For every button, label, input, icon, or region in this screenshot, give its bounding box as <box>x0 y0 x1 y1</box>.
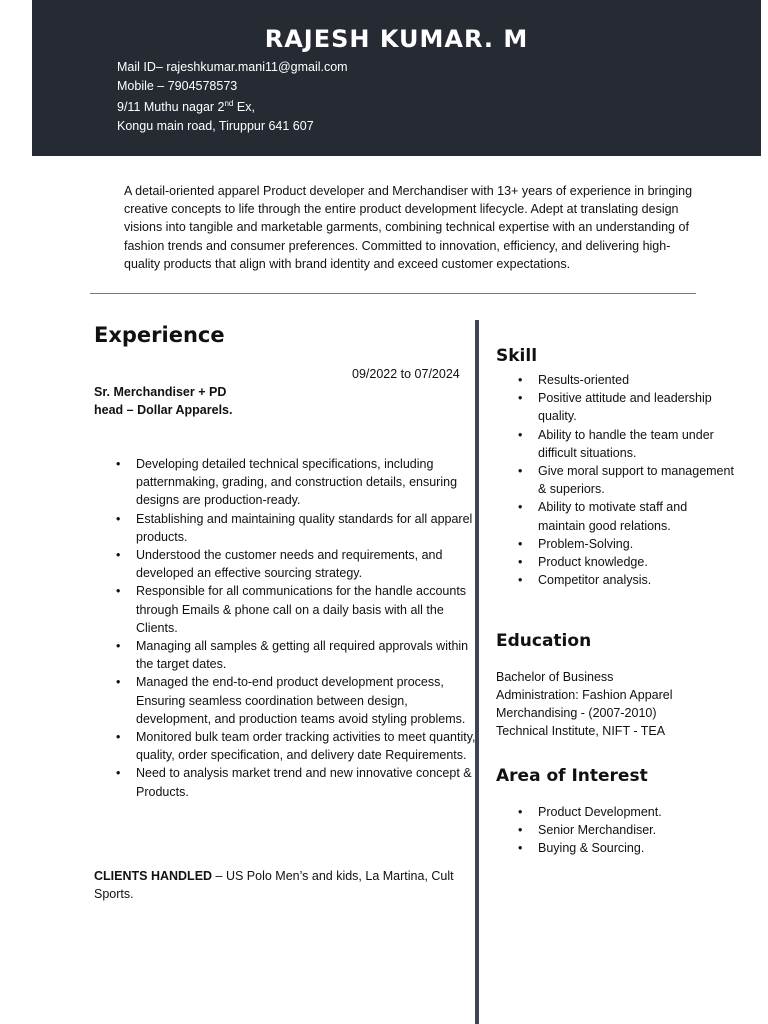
list-item: • Developing detailed technical specifications, including patternmaking, grading, and construction details, ensuring designs are production-ready. <box>94 455 479 510</box>
header-banner <box>32 0 761 156</box>
experience-column <box>94 323 476 902</box>
list-item: • Monitored bulk team order tracking activities to meet quantity, quality, order specification, and delivery date Requirements. <box>94 728 479 764</box>
list-item: • Ability to motivate staff and maintain good relations. <box>496 498 736 534</box>
interest-list <box>496 803 736 858</box>
list-item: • Responsible for all communications for the handle accounts through Emails & phone call on a daily basis with all the Clients. <box>94 582 479 637</box>
address-line-2: Kongu main road, Tiruppur 641 607 <box>117 118 314 133</box>
list-item: • Results-oriented <box>496 371 736 389</box>
section-divider <box>90 293 696 294</box>
clients-text: – US Polo Men’s and kids, La Martina, Cult Sports. <box>94 869 454 902</box>
education-text: Bachelor of Business Administration: Fashion Apparel Merchandising - (2007-2010) Technical Institute, NIFT - TEA <box>496 670 673 738</box>
list-item: • Establishing and maintaining quality standards for all apparel products. <box>94 510 479 546</box>
skill-list <box>496 371 736 589</box>
list-item: • Competitor analysis. <box>496 571 736 589</box>
candidate-name: RAJESH KUMAR. M <box>264 25 529 53</box>
interest-heading: Area of Interest <box>496 766 648 786</box>
experience-role: Sr. Merchandiser + PD head – Dollar Apparels. <box>94 385 233 417</box>
list-item: • Managed the end-to-end product development process, Ensuring seamless coordination between design, development, and production teams avoid styling problems. <box>94 673 479 728</box>
list-item: • Managing all samples & getting all required approvals within the target dates. <box>94 637 479 673</box>
experience-dates: 09/2022 to 07/2024 <box>352 367 460 381</box>
clients-label: CLIENTS HANDLED <box>94 869 213 883</box>
contact-block <box>117 58 348 135</box>
experience-heading: Experience <box>94 323 225 347</box>
email-line: Mail ID– rajeshkumar.mani11@gmail.com <box>117 60 348 74</box>
profile-summary: A detail-oriented apparel Product developer and Merchandiser with 13+ years of experience in bringing creative concepts to life through the entire product development lifecycle. Adept at translating design visions into tangible and marketable garments, combining technical expertise with an understanding of fashion trends and consumer preferences. Committed to innovation, efficiency, and delivering high-quality products that align with brand identity and exceed customer expectations. <box>124 184 693 271</box>
list-item: • Senior Merchandiser. <box>496 821 736 839</box>
education-heading: Education <box>496 631 592 651</box>
address-line-1-sup: nd <box>224 99 234 108</box>
list-item: • Problem-Solving. <box>496 535 736 553</box>
list-item: • Give moral support to management & superiors. <box>496 462 736 498</box>
mobile-line: Mobile – 7904578573 <box>117 78 238 93</box>
list-item: • Ability to handle the team under difficult situations. <box>496 426 736 462</box>
experience-list <box>94 455 479 801</box>
clients-handled <box>94 867 464 903</box>
list-item: • Need to analysis market trend and new innovative concept & Products. <box>94 764 479 800</box>
list-item: • Buying & Sourcing. <box>496 839 736 857</box>
skill-heading: Skill <box>496 346 538 366</box>
address-line-1 <box>117 95 348 117</box>
list-item: • Positive attitude and leadership quality. <box>496 389 736 425</box>
address-line-1-text: 9/11 Muthu nagar 2 <box>117 100 225 115</box>
address-line-1-end: Ex, <box>233 100 255 115</box>
list-item: • Product knowledge. <box>496 553 736 571</box>
list-item: • Product Development. <box>496 803 736 821</box>
sidebar-column <box>496 346 736 856</box>
list-item: • Understood the customer needs and requirements, and developed an effective sourcing strategy. <box>94 546 479 582</box>
